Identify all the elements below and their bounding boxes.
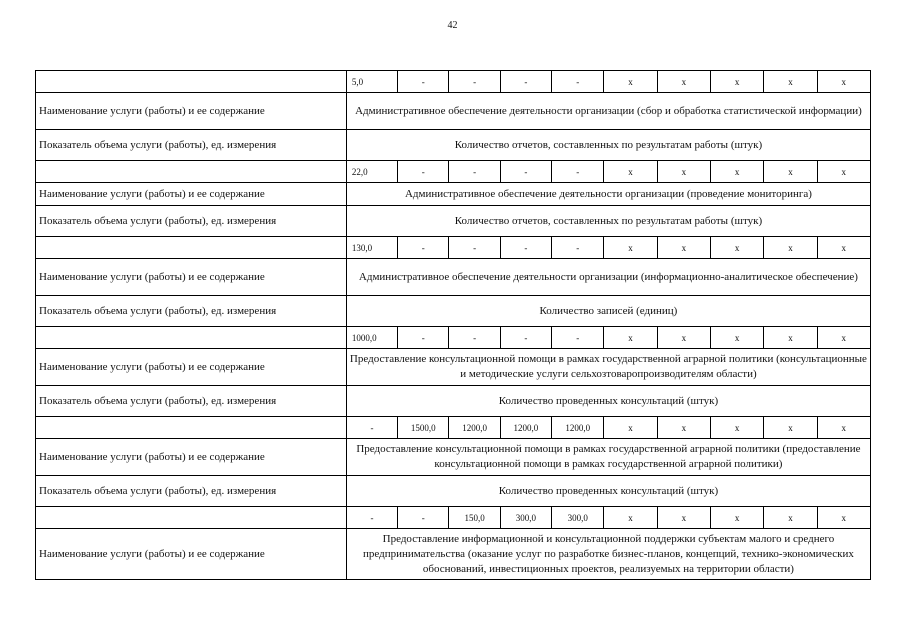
value-cell: x: [764, 507, 817, 529]
table-row: [36, 71, 871, 93]
value-cell: x: [764, 237, 817, 259]
indicator-description: Количество отчетов, составленных по результатам работы (штук): [346, 206, 870, 237]
value-cell: x: [604, 507, 657, 529]
service-name-label: Наименование услуги (работы) и ее содержание: [36, 349, 347, 386]
indicator-label: Показатель объема услуги (работы), ед. измерения: [36, 296, 347, 327]
value-cell: x: [764, 417, 817, 439]
value-cell: -: [500, 71, 551, 93]
value-cell: -: [552, 161, 604, 183]
indicator-label: Показатель объема услуги (работы), ед. измерения: [36, 476, 347, 507]
service-name-label: Наименование услуги (работы) и ее содержание: [36, 529, 347, 580]
table-row: [36, 93, 871, 130]
value-cell: -: [449, 71, 500, 93]
value-cell: 1500,0: [398, 417, 449, 439]
value-cell: x: [604, 71, 657, 93]
value-cell: x: [710, 71, 763, 93]
table-row: [36, 161, 871, 183]
value-cell: x: [710, 417, 763, 439]
value-cell: x: [657, 417, 710, 439]
value-cell: x: [657, 237, 710, 259]
table-row: [36, 439, 871, 476]
table-row: [36, 130, 871, 161]
service-description: Предоставление информационной и консультационной поддержки субъектам малого и среднего предпринимательства (оказание услуг по разработке бизнес-планов, концепций, технико-экономических обоснований, инвестиционных проектов, реализуемых на территории области): [346, 529, 870, 580]
table-row: [36, 237, 871, 259]
value-cell: x: [817, 507, 870, 529]
indicator-description: Количество проведенных консультаций (штук): [346, 476, 870, 507]
service-description: Предоставление консультационной помощи в рамках государственной аграрной политики (предоставление консультационной помощи в рамках государственной аграрной политики): [346, 439, 870, 476]
service-description: Предоставление консультационной помощи в рамках государственной аграрной политики (консультационные и методические услуги сельхозтоваропроизводителям области): [346, 349, 870, 386]
service-name-label: Наименование услуги (работы) и ее содержание: [36, 439, 347, 476]
table-row: [36, 507, 871, 529]
indicator-description: Количество проведенных консультаций (штук): [346, 386, 870, 417]
value-cell: -: [449, 237, 500, 259]
value-cell: x: [817, 327, 870, 349]
table-row: [36, 183, 871, 206]
value-cell: -: [398, 507, 449, 529]
row-label-empty: [36, 71, 347, 93]
value-cell: x: [710, 237, 763, 259]
value-cell: 1200,0: [449, 417, 500, 439]
table-row: [36, 386, 871, 417]
value-cell: -: [552, 71, 604, 93]
value-cell: 5,0: [346, 71, 397, 93]
value-cell: x: [710, 161, 763, 183]
value-cell: x: [657, 327, 710, 349]
row-label-empty: [36, 327, 347, 349]
row-label-empty: [36, 161, 347, 183]
value-cell: 150,0: [449, 507, 500, 529]
table-row: [36, 259, 871, 296]
value-cell: -: [398, 71, 449, 93]
value-cell: -: [449, 161, 500, 183]
value-cell: -: [552, 237, 604, 259]
value-cell: x: [657, 71, 710, 93]
table-row: [36, 327, 871, 349]
value-cell: x: [764, 327, 817, 349]
indicator-description: Количество записей (единиц): [346, 296, 870, 327]
table-row: [36, 296, 871, 327]
table-row: [36, 349, 871, 386]
row-label-empty: [36, 417, 347, 439]
value-cell: x: [764, 71, 817, 93]
value-cell: x: [817, 237, 870, 259]
value-cell: 1200,0: [552, 417, 604, 439]
indicator-label: Показатель объема услуги (работы), ед. измерения: [36, 130, 347, 161]
value-cell: 1200,0: [500, 417, 551, 439]
value-cell: -: [398, 327, 449, 349]
value-cell: -: [500, 237, 551, 259]
service-name-label: Наименование услуги (работы) и ее содержание: [36, 183, 347, 206]
service-description: Административное обеспечение деятельности организации (проведение мониторинга): [346, 183, 870, 206]
value-cell: -: [500, 327, 551, 349]
value-cell: x: [710, 507, 763, 529]
table-row: [36, 417, 871, 439]
value-cell: 300,0: [500, 507, 551, 529]
value-cell: x: [817, 417, 870, 439]
value-cell: -: [398, 237, 449, 259]
table-row: [36, 206, 871, 237]
value-cell: x: [604, 161, 657, 183]
row-label-empty: [36, 237, 347, 259]
value-cell: -: [346, 417, 397, 439]
table-body: [36, 71, 871, 580]
value-cell: 1000,0: [346, 327, 397, 349]
table-row: [36, 476, 871, 507]
indicator-description: Количество отчетов, составленных по результатам работы (штук): [346, 130, 870, 161]
indicator-label: Показатель объема услуги (работы), ед. измерения: [36, 386, 347, 417]
value-cell: x: [657, 507, 710, 529]
value-cell: 130,0: [346, 237, 397, 259]
value-cell: -: [398, 161, 449, 183]
value-cell: 22,0: [346, 161, 397, 183]
table-row: [36, 529, 871, 580]
value-cell: -: [449, 327, 500, 349]
service-description: Административное обеспечение деятельности организации (информационно-аналитическое обеспечение): [346, 259, 870, 296]
service-description: Административное обеспечение деятельности организации (сбор и обработка статистической информации): [346, 93, 870, 130]
indicator-label: Показатель объема услуги (работы), ед. измерения: [36, 206, 347, 237]
page-number: 42: [447, 20, 458, 31]
value-cell: x: [817, 71, 870, 93]
services-table: [35, 70, 871, 580]
value-cell: x: [604, 327, 657, 349]
value-cell: -: [552, 327, 604, 349]
value-cell: x: [710, 327, 763, 349]
value-cell: -: [500, 161, 551, 183]
value-cell: x: [657, 161, 710, 183]
service-name-label: Наименование услуги (работы) и ее содержание: [36, 93, 347, 130]
value-cell: -: [346, 507, 397, 529]
value-cell: x: [604, 417, 657, 439]
value-cell: x: [764, 161, 817, 183]
service-name-label: Наименование услуги (работы) и ее содержание: [36, 259, 347, 296]
value-cell: 300,0: [552, 507, 604, 529]
value-cell: x: [604, 237, 657, 259]
row-label-empty: [36, 507, 347, 529]
value-cell: x: [817, 161, 870, 183]
